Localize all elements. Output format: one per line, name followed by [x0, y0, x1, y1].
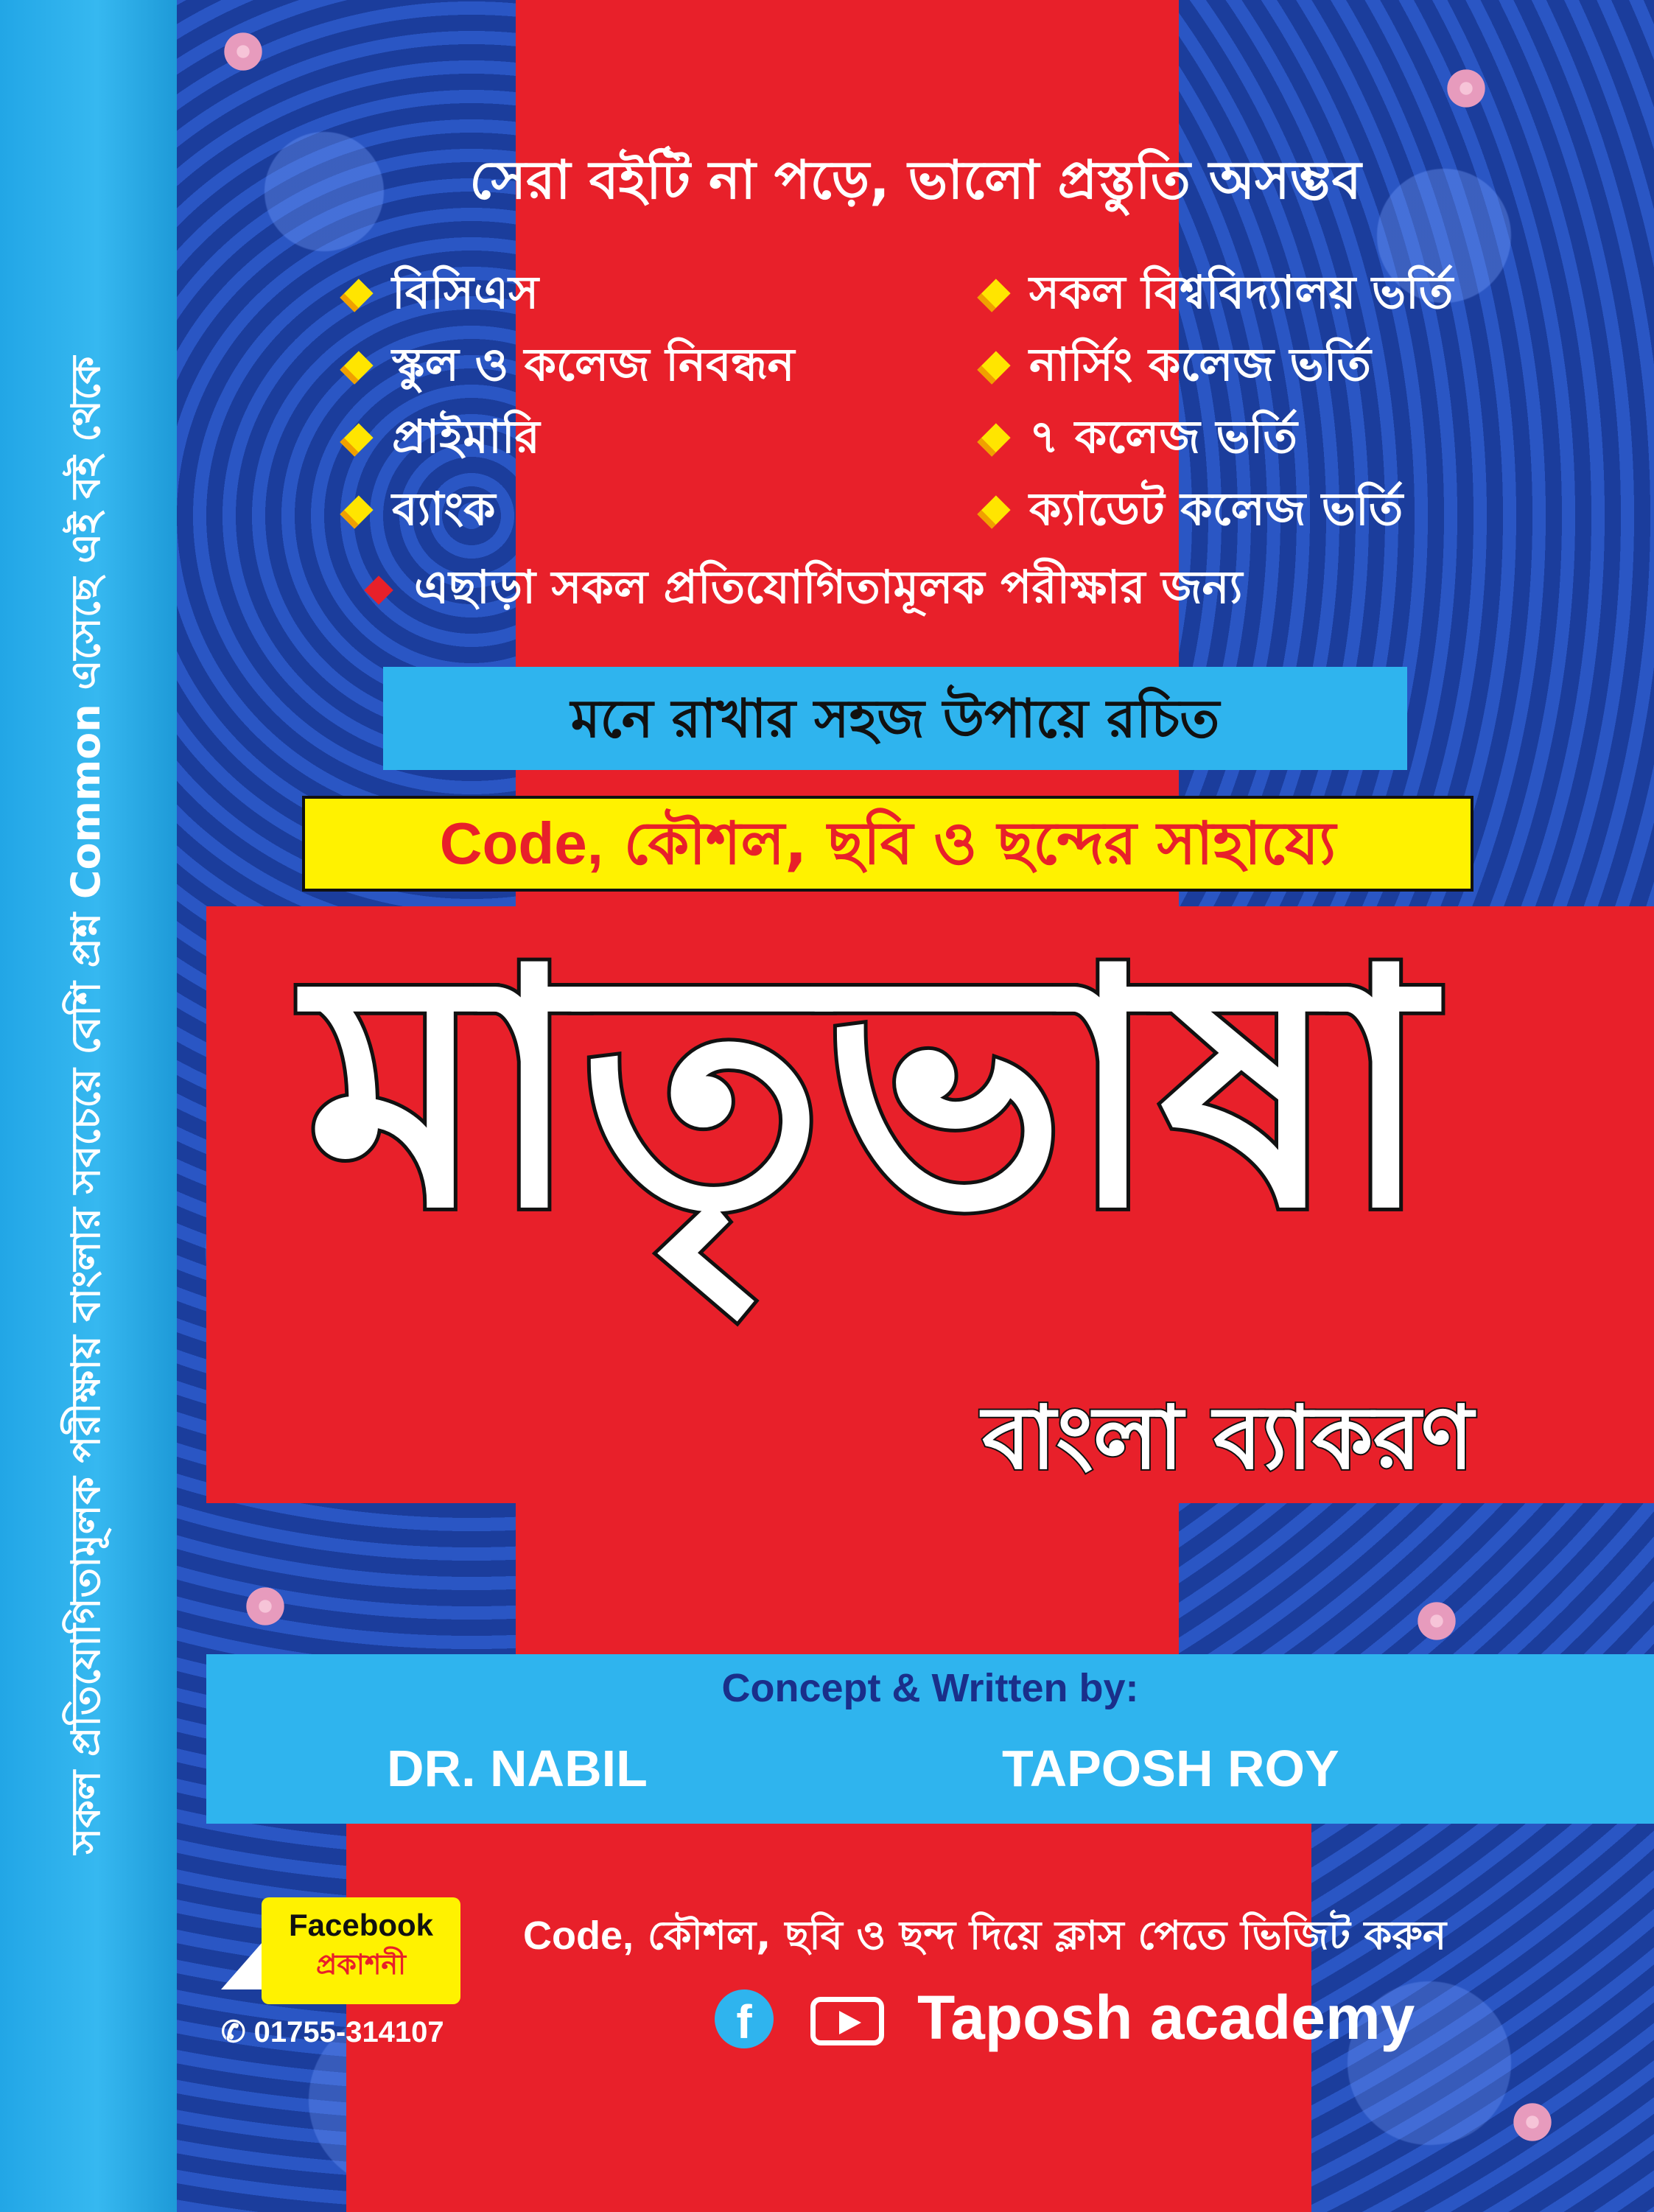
facebook-icon: f — [715, 1989, 774, 2048]
flower-decoration — [221, 29, 265, 74]
flower-decoration — [243, 1584, 287, 1628]
exam-item: প্রাইমারি — [346, 402, 540, 478]
author-label: Concept & Written by: — [721, 1666, 1139, 1710]
flower-decoration — [1415, 1599, 1459, 1643]
exam-item: ব্যাংক — [346, 475, 496, 550]
book-title: মাতৃভাষা — [306, 902, 1432, 1279]
publisher-bottom: প্রকাশনী — [315, 1948, 406, 1981]
author-second: TAPOSH ROY — [1002, 1740, 1339, 1797]
author-first: DR. NABIL — [387, 1740, 648, 1797]
diamond-bullet-icon — [364, 575, 393, 605]
exam-item: ৭ কলেজ ভর্তি — [984, 402, 1297, 478]
spine — [0, 0, 177, 2212]
exam-item: নার্সিং কলেজ ভর্তি — [984, 330, 1371, 406]
exam-item: বিসিএস — [346, 258, 539, 334]
exam-item: সকল বিশ্ববিদ্যালয় ভর্তি — [984, 258, 1453, 334]
publisher-phone: ✆ 01755-314107 — [221, 2016, 444, 2048]
publisher-top: Facebook — [288, 1908, 434, 1942]
exam-item: স্কুল ও কলেজ নিবন্ধন — [346, 330, 795, 406]
cover-heading: সেরা বইটি না পড়ে, ভালো প্রস্তুতি অসম্ভব — [469, 149, 1362, 211]
book-subtitle: বাংলা ব্যাকরণ — [982, 1387, 1473, 1488]
exam-all-item: এছাড়া সকল প্রতিযোগিতামূলক পরীক্ষার জন্য — [368, 553, 1243, 629]
tagline-box: মনে রাখার সহজ উপায়ে রচিত — [383, 667, 1407, 770]
method-box: Code, কৌশল, ছবি ও ছন্দের সাহায্যে — [302, 796, 1473, 892]
publisher-badge — [262, 1897, 460, 2004]
youtube-icon — [810, 1997, 884, 2045]
spine-text: সকল প্রতিযোগিতামূলক পরীক্ষায় বাংলার সবচেয়ে বেশি প্রশ্ন Common এসেছে এই বই থেকে — [63, 356, 109, 1855]
flower-decoration — [1444, 66, 1488, 111]
flower-decoration — [1510, 2100, 1555, 2144]
channel-name: Taposh academy — [917, 1983, 1415, 2052]
visit-text: Code, কৌশল, ছবি ও ছন্দ দিয়ে ক্লাস পেতে ভিজিট করুন — [523, 1912, 1447, 1959]
exam-item: ক্যাডেট কলেজ ভর্তি — [984, 475, 1403, 550]
